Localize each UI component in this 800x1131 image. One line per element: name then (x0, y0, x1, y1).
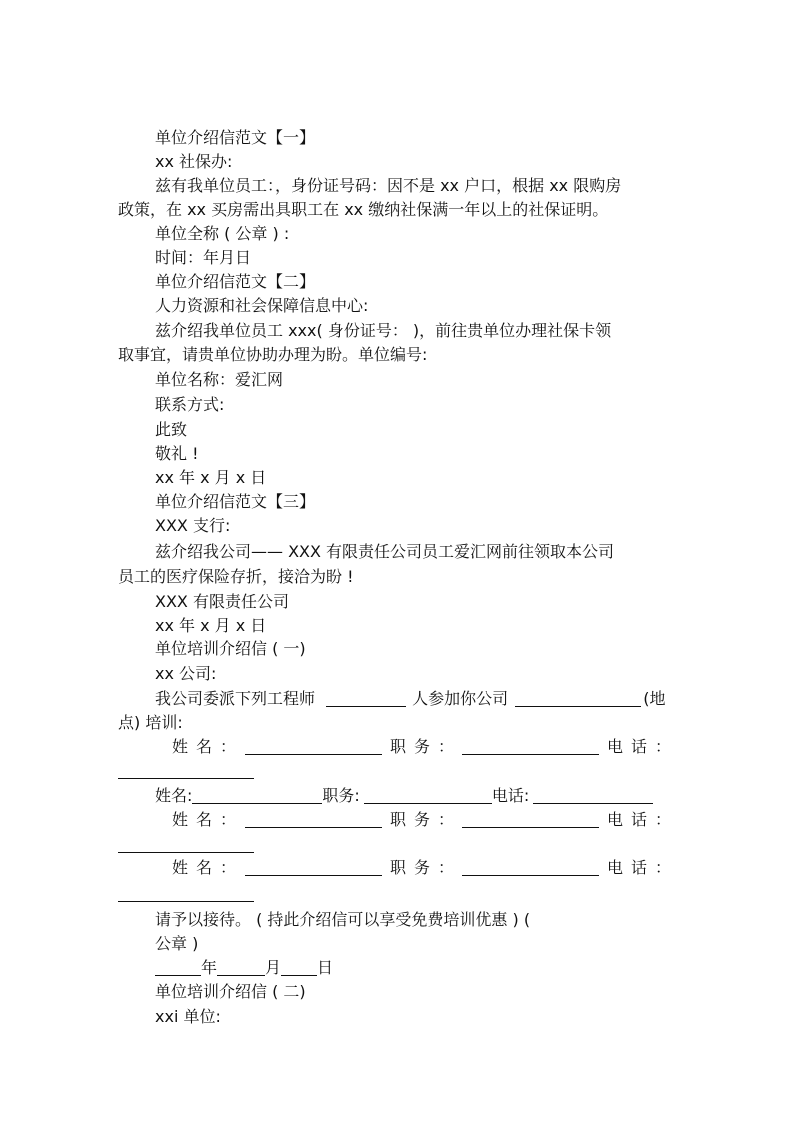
training1-recipient: xx 公司: (155, 664, 217, 683)
training2-recipient: xxi 单位: (155, 1007, 221, 1026)
section2-contact: 联系方式: (155, 395, 225, 414)
name-label-colon: ： (219, 810, 236, 829)
year-blank[interactable] (155, 959, 201, 976)
training-location-blank[interactable] (515, 690, 641, 707)
phone-label-colon: ： (654, 737, 671, 756)
training1-body-line2: 点) 培训: (118, 713, 183, 732)
row4-name-label (172, 857, 236, 879)
row1-name-blank[interactable] (245, 738, 382, 755)
name-label-char1: 姓 (172, 737, 189, 756)
section3-body-line1: 兹介绍我公司—— XXX 有限责任公司员工爱汇网前往领取本公司 (155, 542, 615, 561)
section2-closing1: 此致 (155, 420, 188, 439)
engineer-count-blank[interactable] (326, 690, 406, 707)
row2-duty-blank[interactable] (364, 787, 492, 804)
section2-body-line2: 取事宜，请贵单位协助办理为盼。单位编号: (118, 345, 428, 364)
row4-phone-blank[interactable] (118, 885, 254, 902)
row3-phone-label (607, 809, 671, 831)
section1-recipient: xx 社保办: (155, 152, 233, 171)
section1-body-line2: 政策，在 xx 买房需出具职工在 xx 缴纳社保满一年以上的社保证明。 (118, 200, 609, 219)
section2-heading: 单位介绍信范文【二】 (155, 272, 316, 291)
name-label-char2: 名 (195, 858, 212, 877)
row4-phone-label (607, 857, 671, 879)
section1-unit: 单位全称 ( 公章 ) : (155, 224, 290, 243)
row1-phone-label (607, 736, 671, 758)
section2-recipient: 人力资源和社会保障信息中心: (155, 296, 369, 315)
name-label-char1: 姓 (172, 810, 189, 829)
row4-name-blank[interactable] (245, 859, 382, 876)
training1-body-line1 (155, 688, 665, 710)
day-blank[interactable] (281, 959, 317, 976)
duty-label-colon: ： (437, 737, 454, 756)
training1-body-part-a: 我公司委派下列工程师 (155, 689, 316, 708)
row3-name-label (172, 809, 236, 831)
name-label-char2: 名 (195, 737, 212, 756)
phone-label-colon: ： (654, 858, 671, 877)
section2-body-line1: 兹介绍我单位员工 xxx( 身份证号： )，前往贵单位办理社保卡领 (155, 321, 612, 340)
row2-compact (155, 785, 653, 807)
section3-recipient: XXX 支行: (155, 516, 231, 535)
training1-please: 请予以接待。 ( 持此介绍信可以享受免费培训优惠 ) ( (155, 910, 531, 929)
training1-seal: 公章 ) (155, 934, 199, 953)
section1-body-line1: 兹有我单位员工：，身份证号码：因不是 xx 户口，根据 xx 限购房 (155, 176, 622, 195)
row3-phone-blank[interactable] (118, 836, 254, 853)
row1-duty-blank[interactable] (462, 738, 599, 755)
duty-label-char2: 务 (413, 810, 430, 829)
duty-label-char1: 职 (390, 810, 407, 829)
row2-phone-blank[interactable] (533, 787, 653, 804)
training1-body-part-c: (地 (643, 689, 666, 708)
section2-unit-name: 单位名称：爱汇网 (155, 370, 284, 389)
name-label-char2: 名 (195, 810, 212, 829)
training1-body-part-b: 人参加你公司 (412, 689, 509, 708)
row3-duty-blank[interactable] (462, 811, 599, 828)
row2-duty-label: 职务: (322, 786, 360, 805)
row2-phone-label: 电话: (491, 786, 530, 805)
duty-label-char2: 务 (413, 858, 430, 877)
row4-duty-label (390, 857, 454, 879)
phone-label-char1: 电 (607, 737, 624, 756)
duty-label-char2: 务 (413, 737, 430, 756)
row2-name-blank[interactable] (192, 787, 322, 804)
phone-label-char2: 话 (630, 858, 647, 877)
training1-heading: 单位培训介绍信 ( 一) (155, 639, 306, 658)
row3-name-blank[interactable] (245, 811, 382, 828)
section3-heading: 单位介绍信范文【三】 (155, 492, 316, 511)
section3-body-line2: 员工的医疗保险存折，接洽为盼 ! (118, 567, 354, 586)
name-label-colon: ： (219, 858, 236, 877)
row2-name-label: 姓名: (155, 786, 193, 805)
duty-label-char1: 职 (390, 858, 407, 877)
row1-duty-label (390, 736, 454, 758)
phone-label-char2: 话 (630, 810, 647, 829)
section2-date: xx 年 x 月 x 日 (155, 468, 267, 487)
phone-label-char2: 话 (630, 737, 647, 756)
phone-label-char1: 电 (607, 810, 624, 829)
row4-duty-blank[interactable] (462, 859, 599, 876)
row1-phone-blank[interactable] (118, 762, 254, 779)
month-label: 月 (265, 958, 282, 977)
day-label: 日 (317, 958, 334, 977)
row1-name-label (172, 736, 236, 758)
section3-date: xx 年 x 月 x 日 (155, 616, 267, 635)
section1-time: 时间：年月日 (155, 248, 252, 267)
duty-label-colon: ： (437, 858, 454, 877)
duty-label-colon: ： (437, 810, 454, 829)
phone-label-char1: 电 (607, 858, 624, 877)
name-label-colon: ： (219, 737, 236, 756)
name-label-char1: 姓 (172, 858, 189, 877)
training1-date (155, 957, 333, 979)
row3-duty-label (390, 809, 454, 831)
section2-closing2: 敬礼 ! (155, 444, 199, 463)
duty-label-char1: 职 (390, 737, 407, 756)
phone-label-colon: ： (654, 810, 671, 829)
training2-heading: 单位培训介绍信 ( 二) (155, 982, 306, 1001)
section3-company: XXX 有限责任公司 (155, 592, 289, 611)
section1-heading: 单位介绍信范文【一】 (155, 128, 316, 147)
year-label: 年 (201, 958, 218, 977)
month-blank[interactable] (217, 959, 265, 976)
